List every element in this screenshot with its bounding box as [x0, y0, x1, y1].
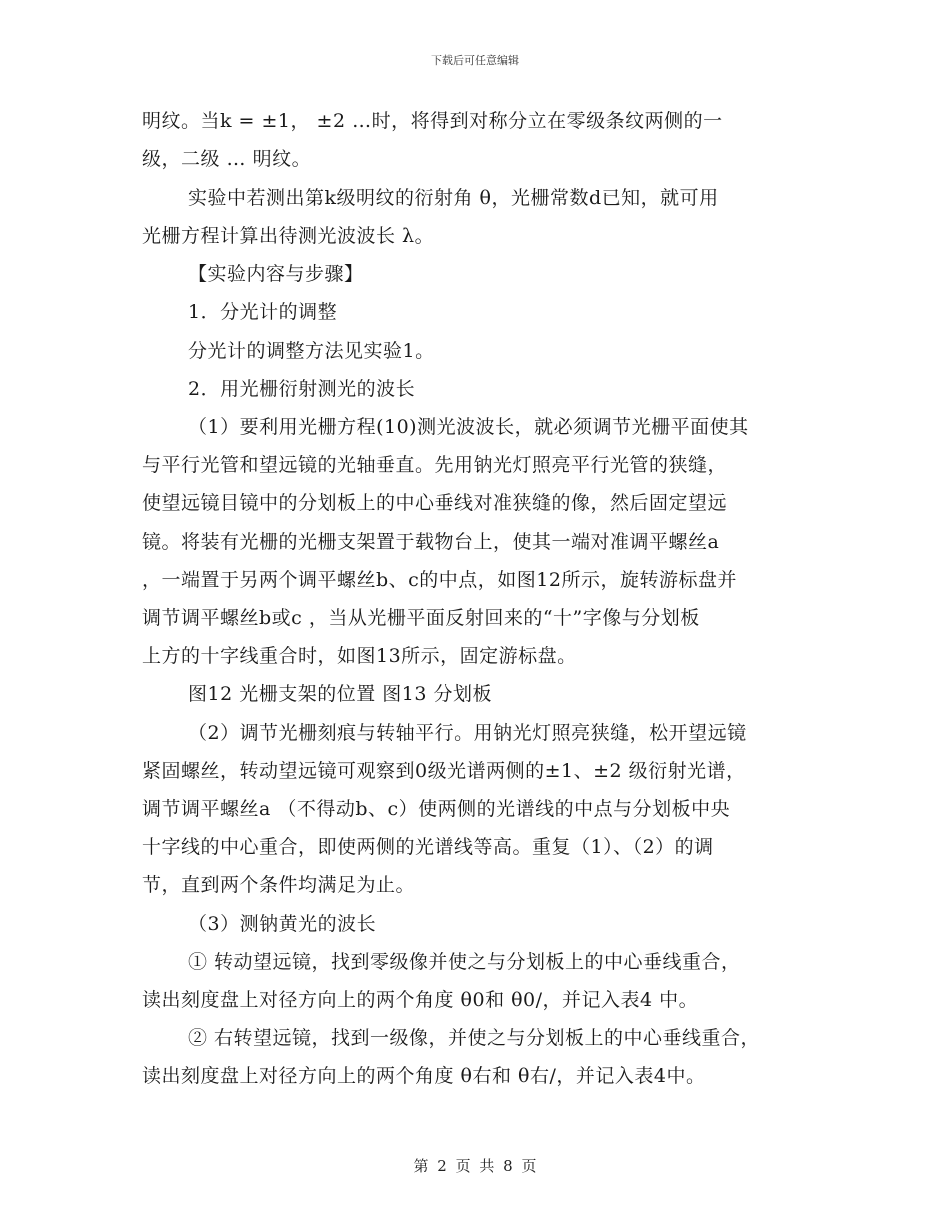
text-line: 光栅方程计算出待测光波波长 λ。 [142, 225, 435, 247]
text-line: 调节调平螺丝b或c ，当从光栅平面反射回来的“十”字像与分划板 [142, 607, 700, 629]
text-line: 镜。将装有光栅的光栅支架置于载物台上，使其一端对准调平螺丝a [142, 531, 720, 553]
subsection-heading: 2．用光栅衍射测光的波长 [188, 378, 416, 400]
subsection-heading: （3）测钠黄光的波长 [188, 913, 377, 935]
text-line: ② 右转望远镜，找到一级像，并使之与分划板上的中心垂线重合， [188, 1027, 761, 1049]
page-header: 下载后可任意编辑 [431, 54, 519, 67]
text-line: 明纹。当k = ±1， ±2 …时，将得到对称分立在零级条纹两侧的一 [142, 110, 723, 132]
text-line: 上方的十字线重合时，如图13所示，固定游标盘。 [142, 645, 577, 667]
text-line: 十字线的中心重合，即使两侧的光谱线等高。重复（1）、（2）的调 [142, 836, 714, 858]
text-line: （1）要利用光栅方程(10)测光波波长，就必须调节光栅平面使其 [188, 416, 749, 438]
text-line: 级，二级 … 明纹。 [142, 148, 312, 170]
text-line: ① 转动望远镜，找到零级像并使之与分划板上的中心垂线重合， [188, 951, 741, 973]
section-heading: 【实验内容与步骤】 [188, 263, 364, 285]
text-line: 分光计的调整方法见实验1。 [188, 340, 435, 362]
text-line: 节，直到两个条件均满足为止。 [142, 874, 416, 896]
text-line: 读出刻度盘上对径方向上的两个角度 θ右和 θ右/，并记入表4中。 [142, 1065, 706, 1087]
figure-caption: 图12 光栅支架的位置 图13 分划板 [188, 683, 492, 705]
text-line: 调节调平螺丝a （不得动b、c）使两侧的光谱线的中点与分划板中央 [142, 798, 731, 820]
text-line: 实验中若测出第k级明纹的衍射角 θ，光栅常数d已知，就可用 [188, 187, 719, 209]
text-line: 与平行光管和望远镜的光轴垂直。先用钠光灯照亮平行光管的狭缝， [142, 454, 728, 476]
text-line: ，一端置于另两个调平螺丝b、c的中点，如图12所示，旋转游标盘并 [142, 569, 737, 591]
text-line: 使望远镜目镜中的分划板上的中心垂线对准狭缝的像，然后固定望远 [142, 492, 728, 514]
text-line: 读出刻度盘上对径方向上的两个角度 θ0和 θ0/，并记入表4 中。 [142, 989, 699, 1011]
text-line: （2）调节光栅刻痕与转轴平行。用钠光灯照亮狭缝，松开望远镜 [188, 722, 747, 744]
page-footer: 第 2 页 共 8 页 [413, 1157, 537, 1175]
subsection-heading: 1．分光计的调整 [188, 301, 338, 323]
text-line: 紧固螺丝，转动望远镜可观察到0级光谱两侧的±1、±2 级衍射光谱， [142, 760, 746, 782]
